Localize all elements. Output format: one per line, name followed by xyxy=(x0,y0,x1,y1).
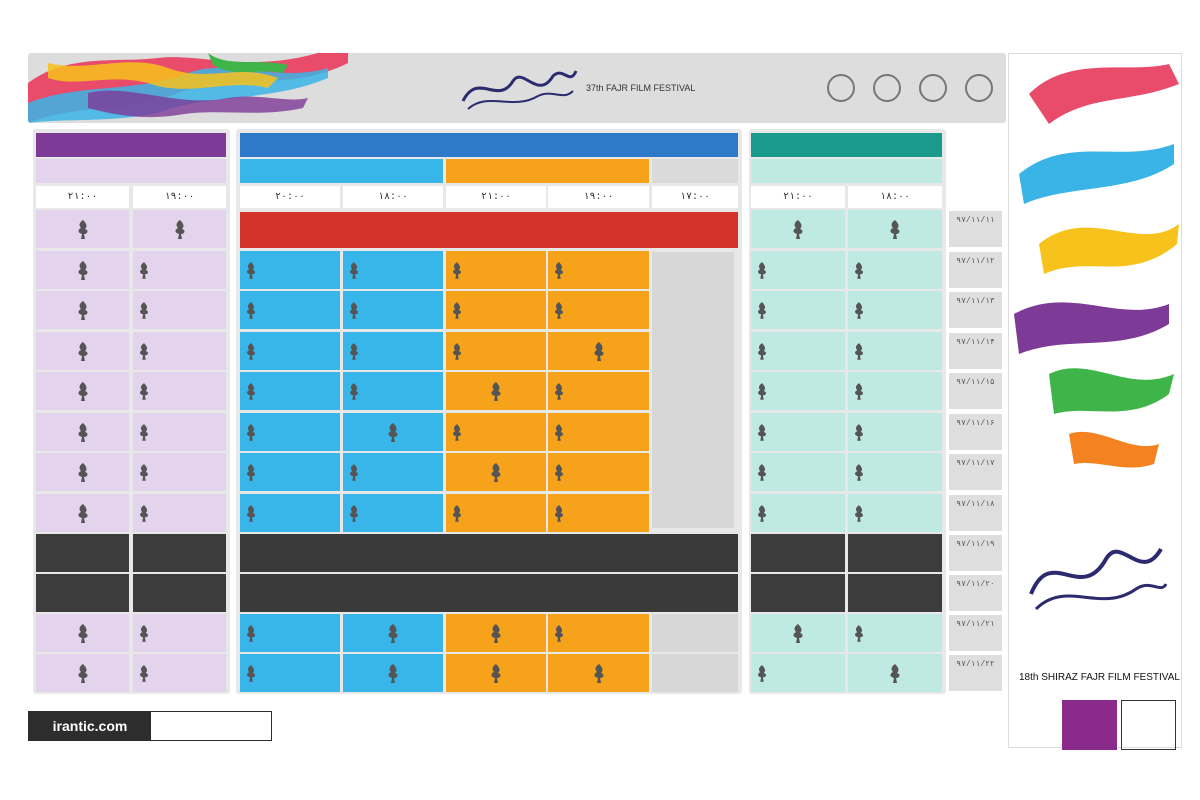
festival-emblem-icon xyxy=(137,421,151,443)
schedule-slot-aftab-emblem xyxy=(548,654,649,692)
festival-emblem-icon xyxy=(450,259,464,281)
festival-emblem-icon xyxy=(244,259,258,281)
showtime: ۲۱:۰۰ xyxy=(36,186,129,208)
festival-emblem-icon xyxy=(755,461,769,483)
festival-emblem-icon xyxy=(137,259,151,281)
schedule-slot-aftab[interactable] xyxy=(240,291,340,329)
hall-header-hafez xyxy=(751,133,942,157)
schedule-slot-golestan-emblem xyxy=(36,654,129,692)
festival-emblem-icon xyxy=(790,218,806,240)
schedule-slot-aftab-emblem xyxy=(343,413,443,451)
festival-title xyxy=(458,61,728,115)
festival-emblem xyxy=(137,503,151,523)
schedule-slot-aftab[interactable] xyxy=(240,654,340,692)
day-date: ۹۷/۱۱/۱۹ xyxy=(956,540,995,549)
festival-emblem-icon xyxy=(137,340,151,362)
day-date: ۹۷/۱۱/۱۴ xyxy=(956,338,995,347)
festival-emblem xyxy=(347,381,361,401)
festival-emblem-icon xyxy=(450,340,464,362)
festival-emblem-icon xyxy=(244,461,258,483)
schedule-slot-aftab[interactable] xyxy=(240,614,340,652)
day-date: ۹۷/۱۱/۱۸ xyxy=(956,500,995,509)
holiday-banner xyxy=(240,574,738,612)
schedule-slot-aftab[interactable] xyxy=(240,251,340,289)
festival-emblem-icon xyxy=(488,380,504,402)
day-date: ۹۷/۱۱/۱۳ xyxy=(956,297,995,306)
schedule-slot-golestan-emblem xyxy=(36,413,129,451)
festival-emblem-icon xyxy=(552,299,566,321)
showtime: ۱۸:۰۰ xyxy=(343,186,443,208)
schedule-slot-hafez-emblem xyxy=(751,614,845,652)
festival-emblem xyxy=(244,503,258,523)
festival-emblem xyxy=(552,422,566,442)
showtime: ۲۱:۰۰ xyxy=(446,186,546,208)
festival-emblem xyxy=(137,623,151,643)
festival-emblem xyxy=(244,623,258,643)
schedule-slot-aftab[interactable] xyxy=(446,494,546,532)
festival-emblem xyxy=(450,503,464,523)
day-label xyxy=(948,453,1003,491)
subhall-header xyxy=(446,159,649,183)
festival-emblem-icon xyxy=(75,622,91,644)
schedule-slot-hafez[interactable] xyxy=(848,251,942,289)
festival-emblem xyxy=(755,260,769,280)
cinema-logos xyxy=(1062,700,1176,750)
festival-emblem-icon xyxy=(385,622,401,644)
festival-emblem-icon xyxy=(852,421,866,443)
festival-emblem xyxy=(755,663,769,683)
schedule-slot-hafez[interactable] xyxy=(751,332,845,370)
schedule-slot-aftab-emblem xyxy=(446,614,546,652)
day-label xyxy=(948,332,1003,370)
festival-emblem xyxy=(852,300,866,320)
festival-emblem xyxy=(347,462,361,482)
festival-emblem-icon xyxy=(552,502,566,524)
schedule-slot-aftab-emblem xyxy=(343,614,443,652)
festival-emblem xyxy=(244,260,258,280)
festival-emblem xyxy=(755,422,769,442)
schedule-slot-golestan-closed xyxy=(133,534,226,572)
festival-emblem xyxy=(137,300,151,320)
festival-emblem-icon xyxy=(347,340,361,362)
schedule-slot-hafez[interactable] xyxy=(751,291,845,329)
cinema-logo-left xyxy=(1062,700,1117,750)
sponsor-logo xyxy=(965,74,993,102)
poster-calligraphy xyxy=(1021,524,1171,624)
festival-emblem xyxy=(755,300,769,320)
festival-emblem-icon xyxy=(552,622,566,644)
day-date: ۹۷/۱۱/۱۷ xyxy=(956,459,995,468)
festival-emblem-icon xyxy=(75,662,91,684)
schedule-slot-aftab[interactable] xyxy=(240,372,340,410)
festival-emblem-icon xyxy=(450,421,464,443)
holiday-banner xyxy=(240,534,738,572)
festival-emblem xyxy=(137,422,151,442)
festival-emblem-icon xyxy=(137,622,151,644)
festival-emblem xyxy=(450,422,464,442)
festival-emblem-icon xyxy=(75,461,91,483)
schedule-slot-aftab[interactable] xyxy=(548,614,649,652)
day-label xyxy=(948,574,1003,612)
empty-slot xyxy=(652,654,738,692)
day-date: ۹۷/۱۱/۲۱ xyxy=(956,620,995,629)
festival-emblem xyxy=(244,462,258,482)
sponsor-logo xyxy=(827,74,855,102)
hall-header-aftab xyxy=(240,133,738,157)
schedule-slot-hafez[interactable] xyxy=(751,251,845,289)
empty-slot xyxy=(652,614,738,652)
day-label xyxy=(948,291,1003,329)
festival-emblem-icon xyxy=(244,421,258,443)
schedule-slot-aftab[interactable] xyxy=(240,332,340,370)
showtime: ۲۱:۰۰ xyxy=(751,186,845,208)
festival-emblem-icon xyxy=(385,662,401,684)
subhall-header xyxy=(36,159,226,183)
festival-emblem-icon xyxy=(552,461,566,483)
festival-emblem-icon xyxy=(244,502,258,524)
festival-emblem-icon xyxy=(347,299,361,321)
schedule-slot-aftab[interactable] xyxy=(343,332,443,370)
schedule-slot-hafez-closed xyxy=(848,534,942,572)
schedule-slot-golestan[interactable] xyxy=(133,614,226,652)
festival-emblem-icon xyxy=(137,380,151,402)
schedule-slot-aftab[interactable] xyxy=(240,413,340,451)
schedule-slot-golestan-emblem xyxy=(36,614,129,652)
festival-emblem-icon xyxy=(852,340,866,362)
festival-emblem-icon xyxy=(852,622,866,644)
festival-title-en: 37th FAJR FILM FESTIVAL xyxy=(586,83,696,93)
footer xyxy=(28,705,448,745)
day-label xyxy=(948,614,1003,652)
opening-ceremony-banner xyxy=(240,212,738,248)
festival-emblem xyxy=(852,623,866,643)
festival-emblem xyxy=(347,341,361,361)
schedule-slot-hafez-emblem xyxy=(751,210,845,248)
festival-emblem xyxy=(244,663,258,683)
subhall-header xyxy=(652,159,738,183)
festival-emblem-icon xyxy=(552,421,566,443)
festival-emblem-icon xyxy=(244,622,258,644)
showtime: ۲۰:۰۰ xyxy=(240,186,340,208)
schedule-slot-hafez[interactable] xyxy=(751,453,845,491)
festival-emblem-icon xyxy=(137,502,151,524)
festival-emblem-icon xyxy=(75,502,91,524)
ticket-label xyxy=(151,712,271,740)
day-label xyxy=(948,251,1003,289)
day-date: ۹۷/۱۱/۱۱ xyxy=(956,216,995,225)
schedule-slot-golestan[interactable] xyxy=(133,494,226,532)
schedule-slot-golestan-emblem xyxy=(36,372,129,410)
schedule-slot-golestan[interactable] xyxy=(133,332,226,370)
schedule-slot-golestan[interactable] xyxy=(133,372,226,410)
day-date: ۹۷/۱۱/۲۰ xyxy=(956,580,995,589)
festival-emblem-icon xyxy=(488,461,504,483)
showtime: ۱۹:۰۰ xyxy=(548,186,649,208)
day-label xyxy=(948,654,1003,692)
schedule-slot-aftab[interactable] xyxy=(548,453,649,491)
schedule-slot-hafez-emblem xyxy=(848,654,942,692)
schedule-slot-aftab[interactable] xyxy=(240,453,340,491)
festival-emblem xyxy=(552,300,566,320)
schedule-slot-golestan[interactable] xyxy=(133,291,226,329)
festival-emblem xyxy=(347,503,361,523)
schedule-slot-golestan-emblem xyxy=(36,453,129,491)
poster-artwork xyxy=(1009,54,1183,494)
schedule-slot-aftab[interactable] xyxy=(548,251,649,289)
schedule-slot-golestan-emblem xyxy=(36,494,129,532)
festival-emblem xyxy=(244,300,258,320)
ticket-url[interactable]: irantic.com xyxy=(29,712,151,740)
hall-header-golestan xyxy=(36,133,226,157)
festival-emblem-icon xyxy=(755,421,769,443)
schedule-slot-aftab[interactable] xyxy=(548,372,649,410)
festival-poster xyxy=(1008,53,1182,748)
schedule-slot-aftab-emblem xyxy=(548,332,649,370)
festival-emblem-icon xyxy=(755,502,769,524)
schedule-slot-hafez[interactable] xyxy=(751,654,845,692)
festival-emblem-icon xyxy=(552,259,566,281)
festival-emblem xyxy=(244,381,258,401)
schedule-slot-hafez[interactable] xyxy=(848,291,942,329)
festival-emblem-icon xyxy=(790,622,806,644)
schedule-slot-golestan-closed xyxy=(36,534,129,572)
poster-title-en: 18th SHIRAZ FAJR FILM FESTIVAL xyxy=(1019,672,1180,683)
festival-emblem-icon xyxy=(450,502,464,524)
festival-emblem-icon xyxy=(591,662,607,684)
schedule-slot-aftab[interactable] xyxy=(548,291,649,329)
festival-emblem xyxy=(137,663,151,683)
day-date: ۹۷/۱۱/۱۲ xyxy=(956,257,995,266)
festival-emblem xyxy=(137,462,151,482)
schedule-slot-golestan-emblem xyxy=(36,210,129,248)
schedule-slot-hafez[interactable] xyxy=(848,614,942,652)
festival-emblem xyxy=(552,381,566,401)
subhall-header xyxy=(751,159,942,183)
day-label xyxy=(948,534,1003,572)
festival-emblem xyxy=(755,381,769,401)
schedule-slot-golestan-emblem xyxy=(133,210,226,248)
sponsor-logo xyxy=(873,74,901,102)
schedule-slot-aftab[interactable] xyxy=(343,494,443,532)
festival-emblem-icon xyxy=(887,662,903,684)
festival-emblem-icon xyxy=(887,218,903,240)
festival-emblem-icon xyxy=(244,662,258,684)
festival-emblem-icon xyxy=(852,259,866,281)
schedule-slot-aftab-emblem xyxy=(446,372,546,410)
festival-emblem-icon xyxy=(852,502,866,524)
festival-emblem-icon xyxy=(347,502,361,524)
festival-emblem xyxy=(852,503,866,523)
festival-emblem-icon xyxy=(755,380,769,402)
showtime: ۱۹:۰۰ xyxy=(133,186,226,208)
festival-emblem xyxy=(852,341,866,361)
festival-emblem-icon xyxy=(488,662,504,684)
festival-emblem-icon xyxy=(852,299,866,321)
festival-emblem xyxy=(552,503,566,523)
showtime: ۱۷:۰۰ xyxy=(652,186,738,208)
schedule-slot-aftab[interactable] xyxy=(343,291,443,329)
schedule-slot-hafez-closed xyxy=(848,574,942,612)
schedule-slot-aftab[interactable] xyxy=(240,494,340,532)
schedule-slot-hafez[interactable] xyxy=(848,332,942,370)
cinema-logo-right xyxy=(1121,700,1176,750)
festival-emblem-icon xyxy=(347,461,361,483)
schedule-slot-golestan-emblem xyxy=(36,251,129,289)
festival-emblem xyxy=(552,260,566,280)
festival-emblem-icon xyxy=(75,340,91,362)
festival-emblem xyxy=(852,422,866,442)
day-label xyxy=(948,413,1003,451)
day-label xyxy=(948,494,1003,532)
schedule-slot-hafez-closed xyxy=(751,534,845,572)
festival-emblem-icon xyxy=(347,380,361,402)
festival-emblem-icon xyxy=(75,421,91,443)
festival-emblem xyxy=(137,341,151,361)
schedule-slot-aftab-emblem xyxy=(446,453,546,491)
subhall-header xyxy=(240,159,443,183)
schedule-slot-hafez-emblem xyxy=(848,210,942,248)
festival-emblem-icon xyxy=(755,340,769,362)
day-label xyxy=(948,372,1003,410)
schedule-slot-golestan-emblem xyxy=(36,332,129,370)
festival-calligraphy xyxy=(458,61,578,115)
day-date: ۹۷/۱۱/۱۵ xyxy=(956,378,995,387)
schedule-slot-hafez[interactable] xyxy=(848,372,942,410)
festival-emblem xyxy=(450,341,464,361)
schedule-slot-aftab[interactable] xyxy=(446,291,546,329)
schedule-slot-hafez[interactable] xyxy=(848,413,942,451)
schedule-slot-hafez[interactable] xyxy=(848,453,942,491)
schedule-slot-hafez[interactable] xyxy=(848,494,942,532)
festival-emblem xyxy=(755,462,769,482)
schedule-slot-golestan-closed xyxy=(133,574,226,612)
festival-emblem xyxy=(450,300,464,320)
schedule-slot-golestan[interactable] xyxy=(133,251,226,289)
festival-emblem xyxy=(347,300,361,320)
vertical-note xyxy=(652,252,734,528)
festival-emblem-icon xyxy=(75,218,91,240)
schedule-slot-golestan[interactable] xyxy=(133,413,226,451)
festival-emblem-icon xyxy=(75,380,91,402)
paint-splash-graphic xyxy=(28,53,348,123)
top-banner xyxy=(28,53,1006,123)
showtime: ۱۸:۰۰ xyxy=(848,186,942,208)
festival-emblem xyxy=(552,623,566,643)
schedule-slot-golestan-emblem xyxy=(36,291,129,329)
festival-emblem xyxy=(137,260,151,280)
festival-emblem xyxy=(244,422,258,442)
festival-emblem-icon xyxy=(450,299,464,321)
schedule-slot-aftab[interactable] xyxy=(343,372,443,410)
day-label xyxy=(948,210,1003,248)
schedule-slot-aftab[interactable] xyxy=(343,251,443,289)
schedule-slot-aftab[interactable] xyxy=(446,332,546,370)
schedule-slot-aftab[interactable] xyxy=(548,494,649,532)
schedule-slot-aftab[interactable] xyxy=(446,251,546,289)
festival-emblem-icon xyxy=(755,299,769,321)
festival-emblem xyxy=(755,341,769,361)
schedule-slot-hafez[interactable] xyxy=(751,372,845,410)
festival-emblem-icon xyxy=(137,299,151,321)
sponsor-logos xyxy=(793,63,993,113)
festival-emblem xyxy=(755,503,769,523)
festival-emblem xyxy=(852,381,866,401)
ticket-link[interactable] xyxy=(28,711,272,741)
day-date: ۹۷/۱۱/۱۶ xyxy=(956,419,995,428)
festival-emblem-icon xyxy=(75,259,91,281)
schedule-slot-hafez-closed xyxy=(751,574,845,612)
festival-emblem-icon xyxy=(172,218,188,240)
day-date: ۹۷/۱۱/۲۲ xyxy=(956,660,995,669)
festival-emblem-icon xyxy=(852,380,866,402)
festival-emblem-icon xyxy=(244,340,258,362)
festival-emblem-icon xyxy=(137,461,151,483)
festival-emblem xyxy=(450,260,464,280)
festival-emblem xyxy=(347,260,361,280)
schedule-slot-aftab[interactable] xyxy=(548,413,649,451)
festival-emblem xyxy=(852,260,866,280)
festival-emblem-icon xyxy=(244,380,258,402)
festival-emblem-icon xyxy=(137,662,151,684)
sponsor-logo xyxy=(919,74,947,102)
schedule-slot-golestan[interactable] xyxy=(133,654,226,692)
festival-emblem xyxy=(852,462,866,482)
festival-emblem xyxy=(244,341,258,361)
festival-emblem-icon xyxy=(552,380,566,402)
festival-emblem-icon xyxy=(347,259,361,281)
schedule-slot-aftab-emblem xyxy=(446,654,546,692)
schedule-slot-aftab[interactable] xyxy=(343,453,443,491)
schedule-slot-hafez[interactable] xyxy=(751,494,845,532)
festival-emblem-icon xyxy=(852,461,866,483)
schedule-slot-golestan[interactable] xyxy=(133,453,226,491)
festival-emblem xyxy=(552,462,566,482)
festival-emblem-icon xyxy=(244,299,258,321)
schedule-slot-aftab-emblem xyxy=(343,654,443,692)
festival-emblem-icon xyxy=(488,622,504,644)
schedule-slot-aftab[interactable] xyxy=(446,413,546,451)
festival-emblem-icon xyxy=(385,421,401,443)
festival-emblem-icon xyxy=(75,299,91,321)
festival-emblem xyxy=(137,381,151,401)
schedule-slot-golestan-closed xyxy=(36,574,129,612)
festival-emblem-icon xyxy=(755,259,769,281)
festival-emblem-icon xyxy=(755,662,769,684)
schedule-slot-hafez[interactable] xyxy=(751,413,845,451)
festival-emblem-icon xyxy=(591,340,607,362)
